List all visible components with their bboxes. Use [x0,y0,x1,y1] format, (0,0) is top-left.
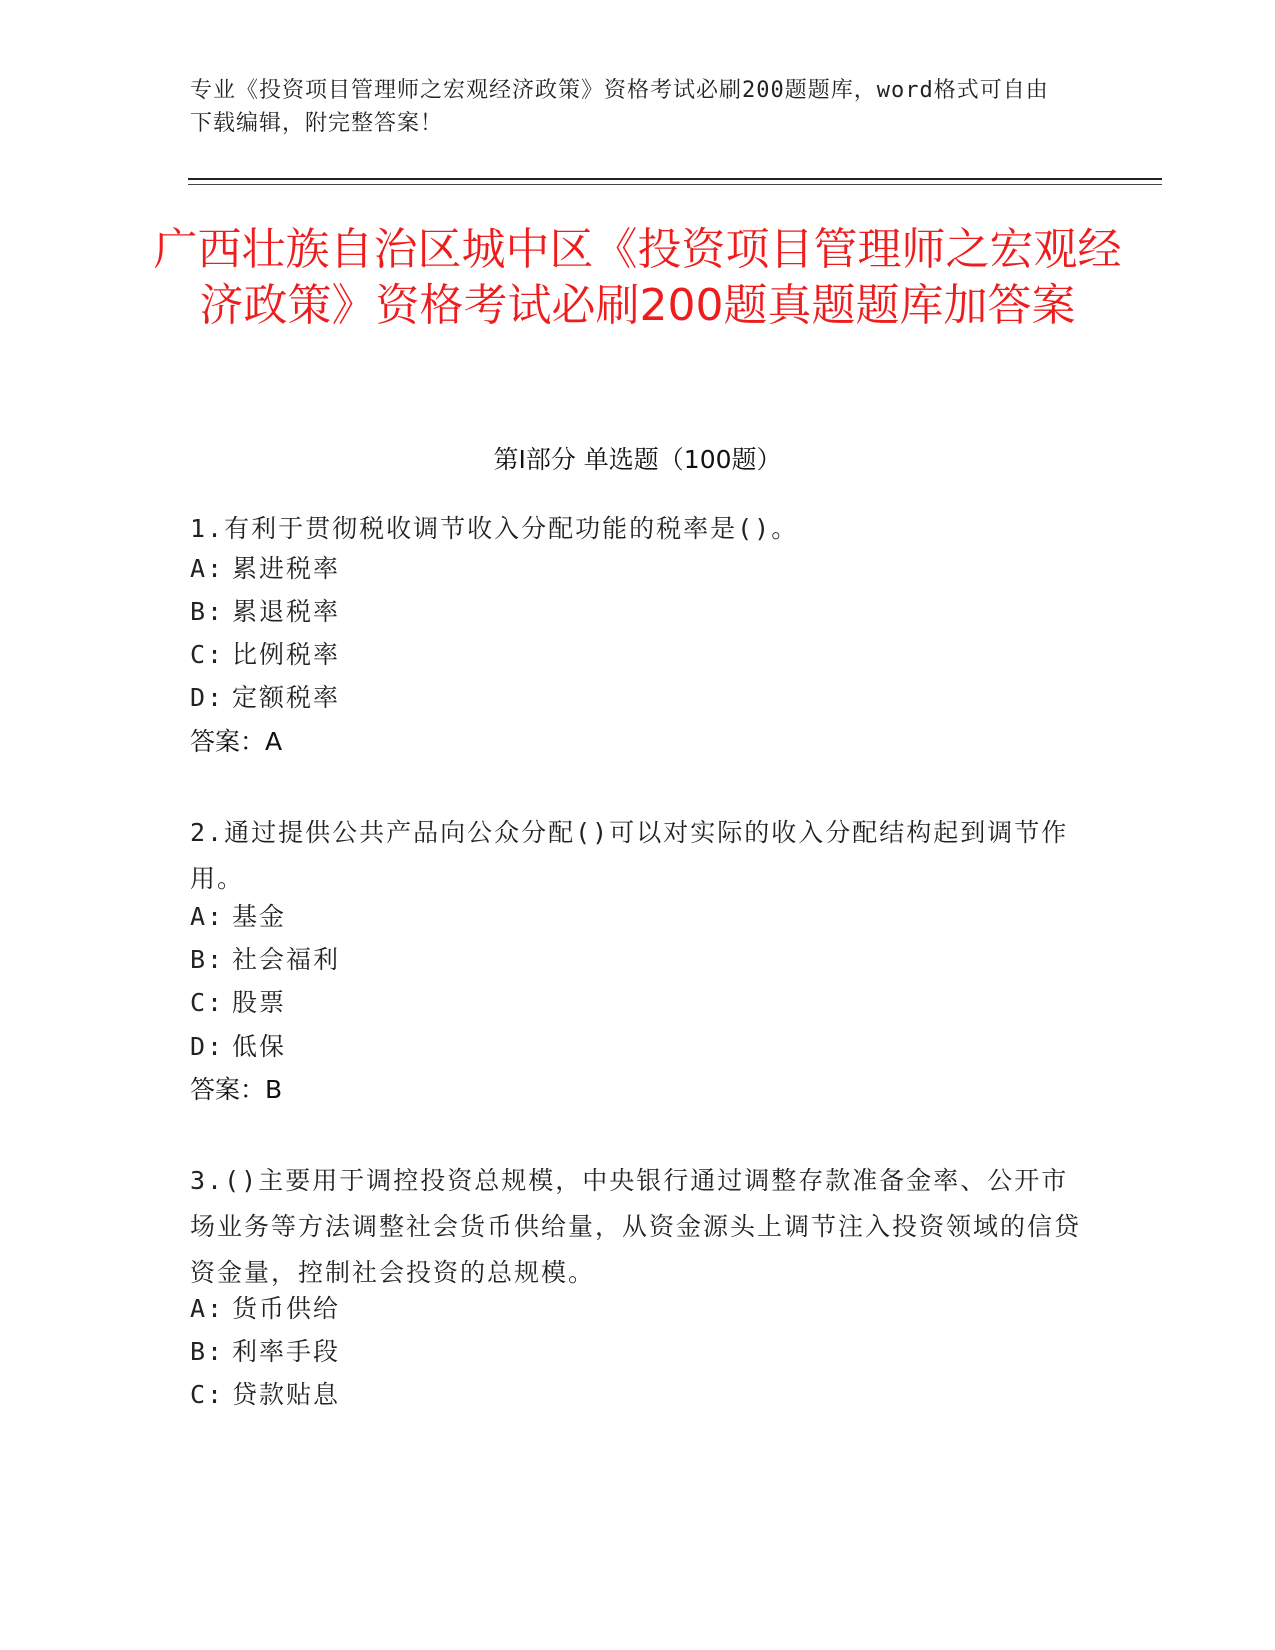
option-label: A: [190,902,225,931]
question-1-text: 1.有利于贯彻税收调节收入分配功能的税率是()。 [190,514,799,543]
option-label: A: [190,554,225,583]
option-text: 累进税率 [232,554,341,583]
option-label: C: [190,1380,225,1409]
question-3-option-b [190,1335,1090,1369]
header-divider-thin [188,184,1162,185]
option-text: 定额税率 [232,683,341,712]
page-title: 广西壮族自治区城中区《投资项目管理师之宏观经济政策》资格考试必刷200题真题题库加答案 [153,224,1122,331]
option-text: 贷款贴息 [232,1380,341,1409]
option-label: A: [190,1294,225,1323]
question-2-text: 2.通过提供公共产品向公众分配()可以对实际的收入分配结构起到调节作用。 [190,818,1069,893]
option-text: 社会福利 [232,945,341,974]
option-text: 股票 [232,988,287,1017]
option-text: 基金 [232,902,287,931]
question-1-option-b [190,595,1090,629]
option-label: B: [190,597,225,626]
question-2-option-d [190,1030,1090,1064]
question-2-option-a [190,900,1090,934]
option-label: B: [190,945,225,974]
option-label: C: [190,988,225,1017]
option-label: C: [190,640,225,669]
question-3-option-c [190,1378,1090,1412]
option-label: D: [190,683,225,712]
question-3-option-a [190,1292,1090,1326]
question-2-answer: 答案：B [190,1075,283,1104]
option-text: 利率手段 [232,1337,341,1366]
question-1-option-c [190,638,1090,672]
header-divider-thick [188,178,1162,180]
question-1-answer: 答案：A [190,727,283,756]
section-title: 第Ⅰ部分 单选题（100题） [493,445,782,474]
option-text: 累退税率 [232,597,341,626]
question-3-text: 3.()主要用于调控投资总规模，中央银行通过调整存款准备金率、公开市场业务等方法调整社会货币供给量，从资金源头上调节注入投资领域的信贷资金量，控制社会投资的总规模。 [190,1166,1082,1287]
question-2-option-c [190,986,1090,1020]
header-note: 专业《投资项目管理师之宏观经济政策》资格考试必刷200题题库，word格式可自由下载编辑，附完整答案！ [190,78,1049,136]
option-text: 货币供给 [232,1294,341,1323]
option-text: 低保 [232,1032,287,1061]
question-1-option-d [190,681,1090,715]
option-label: D: [190,1032,225,1061]
option-label: B: [190,1337,225,1366]
question-1-option-a [190,552,1090,586]
option-text: 比例税率 [232,640,341,669]
question-2-option-b [190,943,1090,977]
